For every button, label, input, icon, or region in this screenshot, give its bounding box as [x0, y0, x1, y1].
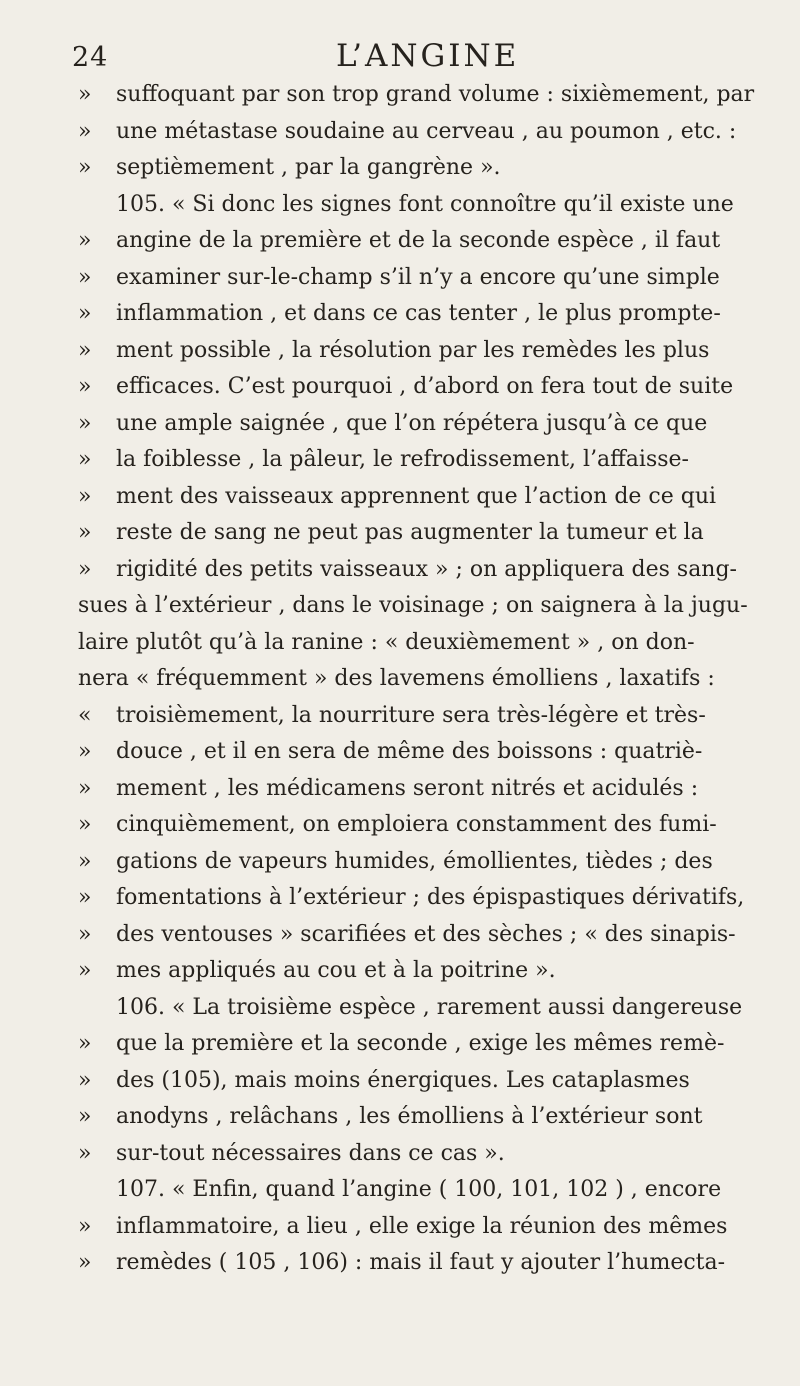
- quote-mark: »: [78, 848, 92, 874]
- line-text: des ventouses » scarifiées et des sèches ; « des sinapis-: [116, 921, 736, 947]
- text-line: [78, 1245, 768, 1282]
- quote-mark: »: [78, 483, 92, 509]
- quote-mark: »: [78, 228, 92, 253]
- text-line: [78, 953, 768, 990]
- line-text: douce , et il en sera de même des boissons : quatriè-: [116, 739, 703, 764]
- text-line: [78, 1172, 768, 1209]
- line-text: 105. « Si donc les signes font connoître qu’il existe une: [116, 191, 734, 217]
- quote-mark: »: [78, 921, 92, 947]
- text-line: [78, 588, 768, 625]
- quote-mark: »: [78, 520, 92, 545]
- quote-mark: »: [78, 447, 92, 472]
- text-line: [78, 807, 768, 844]
- quote-mark: »: [78, 885, 92, 910]
- running-title: L’ANGINE: [336, 38, 520, 74]
- line-text: ment possible , la résolution par les remèdes les plus: [116, 337, 710, 363]
- line-text: laire plutôt qu’à la ranine : « deuxièmement » , on don-: [78, 629, 695, 655]
- text-line: [78, 77, 768, 114]
- line-text: 107. « Enfin, quand l’angine ( 100, 101, 102 ) , encore: [116, 1177, 722, 1202]
- line-text: une ample saignée , que l’on répétera jusqu’à ce que: [116, 410, 708, 436]
- text-line: [78, 1099, 768, 1136]
- line-text: une métastase soudaine au cerveau , au poumon , etc. :: [116, 118, 737, 144]
- text-line: [78, 333, 768, 370]
- quote-mark: »: [78, 1213, 92, 1239]
- line-text: fomentations à l’extérieur ; des épispastiques dérivatifs,: [116, 885, 745, 910]
- line-text: sur-tout nécessaires dans ce cas ».: [116, 1140, 505, 1166]
- quote-mark: «: [78, 702, 92, 728]
- line-text: angine de la première et de la seconde espèce , il faut: [116, 228, 721, 253]
- text-line: [78, 150, 768, 187]
- text-line: [78, 369, 768, 406]
- line-text: des (105), mais moins énergiques. Les cataplasmes: [116, 1067, 690, 1093]
- line-text: efficaces. C’est pourquoi , d’abord on fera tout de suite: [116, 374, 734, 399]
- line-text: inflammation , et dans ce cas tenter , le plus prompte-: [116, 301, 721, 326]
- line-text: troisièmement, la nourriture sera très-légère et très-: [116, 702, 706, 728]
- line-text: mes appliqués au cou et à la poitrine ».: [116, 958, 556, 983]
- quote-mark: »: [78, 155, 92, 180]
- quote-mark: »: [78, 556, 92, 582]
- text-line: [78, 1209, 768, 1246]
- text-line: [78, 698, 768, 735]
- line-text: nera « fréquemment » des lavemens émolliens , laxatifs :: [78, 666, 715, 691]
- line-text: anodyns , relâchans , les émolliens à l’extérieur sont: [116, 1104, 703, 1129]
- quote-mark: »: [78, 374, 92, 399]
- text-line: [78, 771, 768, 808]
- text-line: [78, 734, 768, 771]
- line-text: 106. « La troisième espèce , rarement aussi dangereuse: [116, 994, 743, 1020]
- text-line: [78, 187, 768, 224]
- text-line: [78, 1063, 768, 1100]
- text-line: [78, 260, 768, 297]
- quote-mark: »: [78, 264, 92, 290]
- text-line: [78, 406, 768, 443]
- text-line: [78, 625, 768, 662]
- quote-mark: »: [78, 1031, 92, 1056]
- line-text: cinquièmement, on emploiera constamment des fumi-: [116, 812, 717, 837]
- text-line: [78, 114, 768, 151]
- text-line: [78, 296, 768, 333]
- quote-mark: »: [78, 118, 92, 144]
- quote-mark: »: [78, 1250, 92, 1275]
- text-line: [78, 552, 768, 589]
- line-text: inflammatoire, a lieu , elle exige la réunion des mêmes: [116, 1213, 728, 1239]
- quote-mark: »: [78, 410, 92, 436]
- line-text: rigidité des petits vaisseaux » ; on appliquera des sang-: [116, 556, 737, 582]
- line-text: mement , les médicamens seront nitrés et acidulés :: [116, 775, 699, 801]
- line-text: sues à l’extérieur , dans le voisinage ; on saignera à la jugu-: [78, 593, 748, 618]
- text-line: [78, 880, 768, 917]
- text-line: [78, 661, 768, 698]
- page-number: 24: [72, 42, 109, 73]
- line-text: remèdes ( 105 , 106) : mais il faut y ajouter l’humecta-: [116, 1250, 726, 1275]
- quote-mark: »: [78, 775, 92, 801]
- quote-mark: »: [78, 82, 92, 107]
- quote-mark: »: [78, 1067, 92, 1093]
- body-text: [78, 77, 768, 1282]
- line-text: gations de vapeurs humides, émollientes, tièdes ; des: [116, 848, 713, 874]
- line-text: septièmement , par la gangrène ».: [116, 155, 501, 180]
- quote-mark: »: [78, 812, 92, 837]
- quote-mark: »: [78, 958, 92, 983]
- text-line: [78, 479, 768, 516]
- line-text: reste de sang ne peut pas augmenter la tumeur et la: [116, 520, 704, 545]
- page-header: [72, 38, 762, 78]
- quote-mark: »: [78, 301, 92, 326]
- quote-mark: »: [78, 1140, 92, 1166]
- quote-mark: »: [78, 337, 92, 363]
- text-line: [78, 442, 768, 479]
- text-line: [78, 917, 768, 954]
- line-text: suffoquant par son trop grand volume : sixièmement, par: [116, 82, 755, 107]
- text-line: [78, 223, 768, 260]
- text-line: [78, 515, 768, 552]
- text-line: [78, 844, 768, 881]
- line-text: que la première et la seconde , exige les mêmes remè-: [116, 1031, 725, 1056]
- line-text: la foiblesse , la pâleur, le refrodissement, l’affaisse-: [116, 447, 689, 472]
- text-line: [78, 990, 768, 1027]
- line-text: ment des vaisseaux apprennent que l’action de ce qui: [116, 483, 717, 509]
- quote-mark: »: [78, 739, 92, 764]
- quote-mark: »: [78, 1104, 92, 1129]
- line-text: examiner sur-le-champ s’il n’y a encore qu’une simple: [116, 264, 720, 290]
- text-line: [78, 1026, 768, 1063]
- text-line: [78, 1136, 768, 1173]
